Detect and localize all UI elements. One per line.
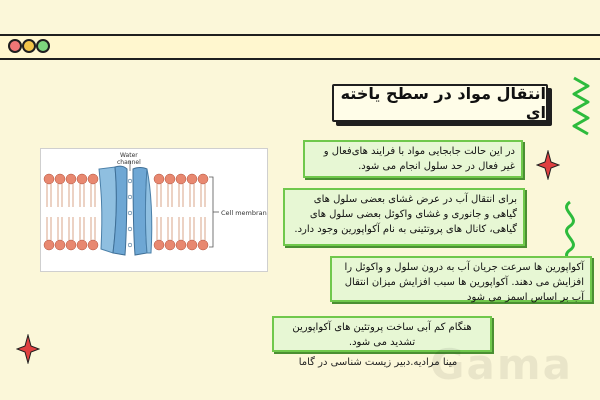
slide-title — [332, 84, 548, 122]
aquaporin-protein — [99, 166, 152, 255]
author-credit: مینا مرادیه.دبیر زیست شناسی در گاما — [298, 357, 458, 368]
window-maximize-dot-icon — [36, 39, 50, 53]
aquaporin-diagram — [40, 148, 268, 272]
membrane-bracket — [209, 177, 213, 247]
sparkle-icon — [536, 150, 560, 180]
note-text-4: هنگام کم آبی ساخت پروتئین های آکواپورین تشدید می شود. — [292, 322, 472, 348]
note-box-1 — [303, 140, 523, 178]
water-channel-label-line2: channel — [117, 159, 141, 166]
window-bar — [0, 34, 600, 60]
note-text-2: برای انتقال آب در عرض غشای بعضی سلول های گیاهی و جانوری و غشای واکوئل بعضی سلول های گیاهی، کانال های پروتئینی به نام آکواپورین وجود دارد. — [294, 194, 517, 235]
slide-title-text: انتقال مواد در سطح یاخته ای — [340, 84, 546, 122]
note-text-1: در این حالت جابجایی مواد با فرایند های‌فعال و غیر فعال در حد سلول انجام می شود. — [323, 146, 515, 172]
gama-watermark: Gama — [430, 340, 573, 389]
note-box-2 — [283, 188, 525, 246]
water-channel-label: Water — [120, 152, 138, 159]
zigzag-decoration-icon — [570, 76, 592, 138]
aquaporin-illustration — [41, 149, 267, 271]
window-minimize-dot-icon — [22, 39, 36, 53]
note-text-3: آکواپورین ها سرعت جریان آب به درون سلول و واکوئل را افزایش می دهند. آکواپورین ها سبب افزایش میزان انتقال آب بر اساس اسمز می شود — [344, 262, 584, 303]
note-box-3 — [330, 256, 592, 302]
water-molecules — [128, 179, 132, 247]
window-close-dot-icon — [8, 39, 22, 53]
cell-membrane-label: Cell membrane — [221, 209, 267, 217]
sparkle-icon — [16, 334, 40, 364]
